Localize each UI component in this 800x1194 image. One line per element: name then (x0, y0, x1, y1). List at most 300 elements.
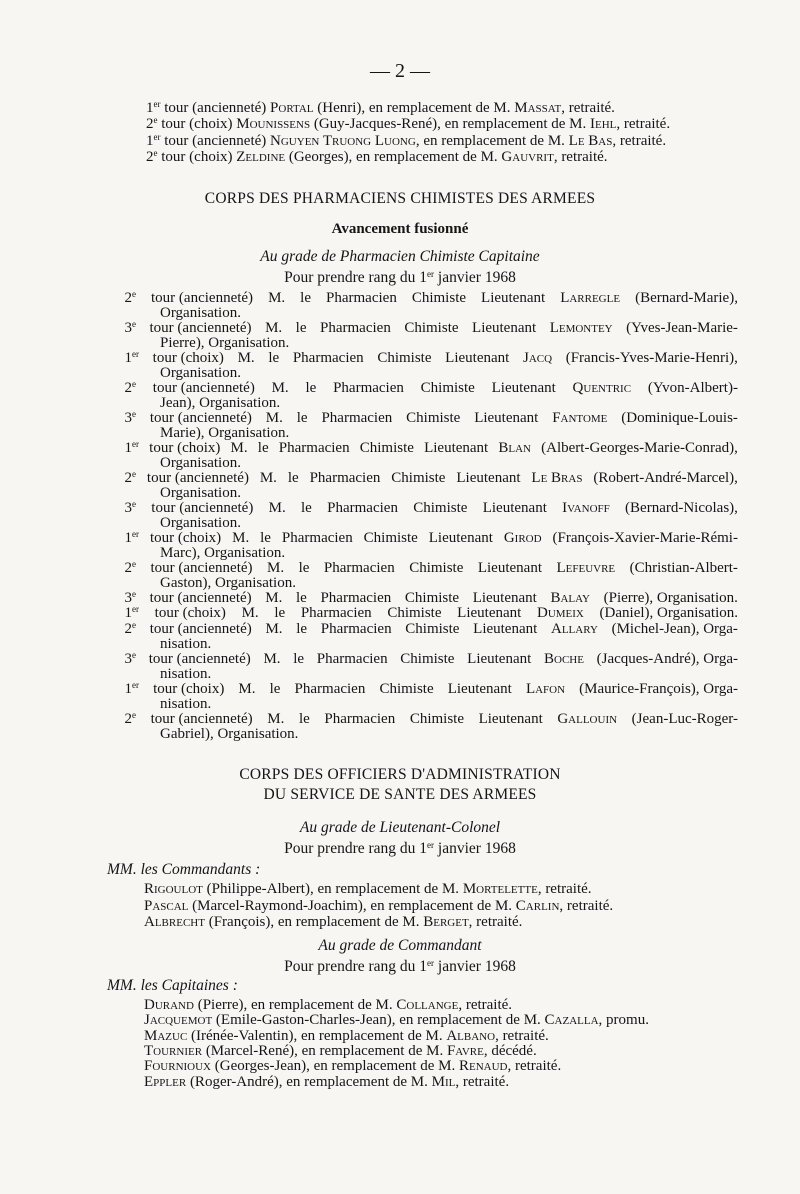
tour-text: tour (ancienneté) (151, 500, 254, 516)
rank-word: le (301, 500, 312, 516)
rank-word: Lieutenant (445, 350, 510, 366)
top-list-item (146, 147, 608, 165)
ordinal-suffix: e (132, 469, 136, 479)
rank-word: Pharmacien (281, 530, 353, 546)
status-text: , décédé. (483, 1042, 537, 1059)
ordinal: 2 (124, 560, 132, 576)
replacement-text: (Guy-Jacques-René), en remplacement de M. (310, 116, 590, 133)
rank-word: Chimiste (409, 710, 464, 727)
section-heading-officiers-1: CORPS DES OFFICIERS D'ADMINISTRATION (239, 766, 561, 783)
entry-line-1 (108, 291, 738, 306)
tour-text: tour (ancienneté) (150, 710, 253, 727)
officer-details: (Albert-Georges-Marie-Conrad), (541, 440, 738, 456)
tour-label (108, 291, 136, 306)
nomination-line (144, 1044, 537, 1059)
ordinal: 2 (124, 470, 132, 486)
ordinal-suffix: er (132, 349, 139, 359)
rank-word: Lieutenant (467, 650, 532, 667)
rank-word: Chimiste (404, 320, 459, 336)
ordinal-suffix: e (132, 589, 136, 599)
entry-line-1 (108, 561, 738, 576)
replacement-text: (François), en remplacement de M. (204, 914, 424, 930)
rank-word: Lieutenant (482, 500, 547, 516)
entry-line-1 (108, 471, 738, 486)
status-text: , retraité. (559, 897, 614, 914)
rank-word: Pharmacien (320, 320, 391, 336)
tour-text: tour (ancienneté) (146, 470, 249, 486)
officer-name: Tournier (144, 1042, 203, 1059)
entry-line-1 (108, 411, 738, 426)
rank-word: Chimiste (359, 440, 414, 456)
entry-line-1 (108, 709, 738, 727)
replacement-text: , en remplacement de M. (415, 132, 569, 149)
replacement-text: (Philippe-Albert), en remplacement de M. (202, 881, 463, 897)
officer-details: (Yvon-Albert)- (647, 380, 738, 396)
rank-word: Lieutenant (424, 440, 489, 456)
pharmacien-entry (108, 649, 738, 682)
subheading-avancement: Avancement fusionné (331, 221, 469, 237)
status-text: , retraité. (612, 132, 667, 149)
grade-pharmacien-capitaine: Au grade de Pharmacien Chimiste Capitaine (260, 248, 540, 265)
ordinal-suffix: e (132, 649, 136, 660)
officer-name: Dumeix (536, 605, 584, 622)
rank-word: Pharmacien (309, 470, 381, 486)
rank-word: Chimiste (411, 290, 467, 306)
replacement-text: (Roger-André), en remplacement de M. (186, 1073, 432, 1090)
nomination-line (144, 1059, 561, 1074)
rang-date-lc: Pour prendre rang du 1er janvier 1968 (284, 840, 516, 857)
entry-line-2: Marc), Organisation. (160, 545, 286, 561)
tour-label (108, 649, 136, 667)
tour-text: tour (choix) (157, 148, 237, 165)
rank-word: Pharmacien (294, 680, 366, 697)
pharmacien-entry (108, 591, 738, 606)
replacement-text: (Emile-Gaston-Charles-Jean), en remplacement de M. (212, 1012, 545, 1029)
entry-line-2: Organisation. (160, 485, 241, 501)
rank-word: Lieutenant (478, 710, 543, 727)
rank-word: Lieutenant (491, 380, 556, 396)
replaced-name: Le Bas (568, 132, 613, 149)
rank-word: Chimiste (387, 605, 442, 622)
ordinal: 2 (124, 380, 132, 396)
status-text: , retraité. (458, 997, 513, 1013)
tour-text: tour (ancienneté) (149, 620, 252, 637)
tour-label (108, 531, 139, 546)
pharmacien-entry (108, 441, 738, 471)
status-text: , retraité. (495, 1027, 549, 1044)
rang-date-pharmaciens: Pour prendre rang du 1er janvier 1968 (284, 269, 516, 286)
pharmacien-entry (108, 679, 738, 712)
officer-details: (Bernard-Nicolas), (625, 500, 738, 516)
ordinal: 1 (146, 100, 154, 116)
replaced-name: Cazalla (544, 1012, 599, 1029)
ordinal-suffix: e (132, 319, 136, 329)
status-text: , retraité. (537, 881, 592, 897)
status-text: , retraité. (455, 1073, 510, 1090)
officer-name: Mazuc (144, 1027, 188, 1044)
replaced-name: Carlin (515, 897, 560, 914)
pharmacien-entry (108, 411, 738, 441)
officer-name: Boche (544, 650, 584, 667)
officer-details: (Dominique-Louis- (621, 410, 738, 426)
rank-word: le (300, 290, 311, 306)
section-heading-pharmaciens: CORPS DES PHARMACIENS CHIMISTES DES ARMEES (204, 190, 596, 207)
entry-line-2: Marie), Organisation. (160, 425, 290, 441)
tour-label (108, 351, 139, 366)
officer-name: Jacquemot (144, 1012, 213, 1029)
rank-word: Lieutenant (481, 290, 546, 306)
ordinal: 3 (124, 500, 132, 516)
rank-word: Lieutenant (472, 590, 537, 606)
rank-word: Pharmacien (320, 590, 392, 606)
top-list-item (146, 101, 615, 116)
tour-text: tour (choix) (154, 605, 226, 622)
rank-word: le (274, 605, 286, 622)
officer-details: (Yves-Jean-Marie- (626, 320, 738, 336)
rank-word: le (298, 560, 310, 576)
rank-word: Lieutenant (474, 410, 539, 426)
rank-word: M. (271, 380, 289, 396)
officer-name: Durand (144, 997, 194, 1013)
pharmacien-entry (108, 351, 738, 381)
officer-name: Pascal (144, 897, 189, 914)
replaced-name: Mortelette (462, 881, 538, 897)
entry-line-2: nisation. (160, 665, 212, 682)
officer-name: Lefeuvre (556, 560, 616, 576)
replacement-text: (Pierre), en remplacement de M. (193, 997, 397, 1013)
entry-line-2: Pierre), Organisation. (160, 335, 290, 351)
ordinal: 1 (124, 440, 132, 456)
officer-name: Gallouin (557, 710, 618, 727)
tour-text: tour (ancienneté) (150, 560, 253, 576)
officer-details: (Bernard-Marie), (635, 290, 738, 306)
officer-name: Jacq (522, 350, 553, 366)
rank-word: M. (259, 470, 277, 486)
officer-details: (Maurice-François), Orga- (579, 680, 738, 697)
rank-word: Lieutenant (473, 620, 538, 637)
nomination-line (144, 899, 613, 914)
officer-name: Blan (498, 440, 531, 456)
officer-details: (Robert-André-Marcel), (593, 470, 738, 486)
pharmacien-entry (108, 709, 738, 742)
entry-line-2: Gaston), Organisation. (160, 575, 296, 591)
rank-word: le (269, 680, 281, 697)
rank-word: Pharmacien (292, 350, 364, 366)
tour-text: tour (choix) (157, 116, 237, 133)
rank-word: Pharmacien (300, 605, 372, 622)
tour-label (108, 321, 136, 336)
officer-name: Le Bras (531, 470, 583, 486)
ordinal: 2 (146, 116, 154, 133)
entry-line-2: Organisation. (160, 365, 241, 381)
tour-label (108, 441, 139, 456)
status-text: , retraité. (561, 100, 615, 116)
pharmacien-entry (108, 561, 738, 591)
rank-word: Pharmacien (320, 620, 392, 637)
rank-word: M. (265, 410, 283, 426)
pharmacien-entry (108, 381, 738, 411)
pharmacien-entry (108, 321, 738, 351)
ordinal: 2 (124, 710, 132, 727)
officer-details: (François-Xavier-Marie-Rémi- (552, 530, 738, 546)
officer-name: Lafon (525, 680, 566, 697)
rank-word: le (295, 320, 307, 336)
rank-word: Pharmacien (333, 380, 404, 396)
officer-details: (Pierre), Organisation. (603, 590, 738, 606)
ordinal: 2 (146, 148, 154, 165)
entry-line-1 (108, 531, 738, 546)
officer-details: (Francis-Yves-Marie-Henri), (565, 350, 738, 366)
rank-word: Chimiste (405, 620, 460, 637)
ordinal-suffix: er (132, 439, 139, 449)
rank-word: M. (237, 350, 255, 366)
pharmacien-entry (108, 291, 738, 321)
rank-word: Lieutenant (457, 605, 522, 622)
replacement-text: (Marcel-René), en remplacement de M. (202, 1042, 447, 1059)
rank-word: M. (268, 290, 286, 306)
officer-details: (Jacques-André), Orga- (596, 650, 738, 667)
tour-text: tour (ancienneté) (160, 100, 271, 116)
ordinal-suffix: e (153, 115, 158, 126)
tour-label (108, 679, 139, 697)
rank-word: Pharmacien (326, 290, 397, 306)
entry-line-2: nisation. (160, 635, 212, 652)
rank-word: le (296, 620, 308, 637)
entry-line-2: Gabriel), Organisation. (160, 725, 299, 742)
replacement-text: (Henri), en remplacement de M. (313, 100, 515, 116)
rank-word: Chimiste (400, 650, 455, 667)
officer-name: Eppler (144, 1073, 187, 1090)
rank-word: M. (241, 605, 259, 622)
ordinal-suffix: er (132, 604, 139, 615)
ordinal-suffix: e (153, 147, 158, 158)
replaced-name: Albano (446, 1027, 496, 1044)
entry-line-1 (108, 321, 738, 336)
rank-word: M. (238, 680, 256, 697)
section-heading-officiers-2: DU SERVICE DE SANTE DES ARMEES (263, 786, 537, 803)
entry-line-1 (108, 619, 738, 637)
nomination-line (144, 1029, 549, 1044)
entry-line-2: nisation. (160, 695, 212, 712)
rank-word: M. (263, 650, 281, 667)
tour-label (108, 381, 136, 396)
status-text: , retraité. (616, 116, 671, 133)
tour-label (108, 619, 136, 637)
officer-name: Albrecht (144, 914, 205, 930)
rank-word: Chimiste (409, 560, 464, 576)
rank-word: Pharmacien (324, 710, 396, 727)
officer-name: Fantome (552, 410, 608, 426)
nomination-line (144, 998, 512, 1013)
rank-word: Pharmacien (278, 440, 350, 456)
rank-word: M. (232, 530, 250, 546)
rank-word: Chimiste (413, 500, 468, 516)
replaced-name: Berget (423, 914, 469, 930)
ordinal: 1 (124, 680, 132, 697)
rank-word: Chimiste (391, 470, 446, 486)
ordinal-suffix: er (132, 529, 139, 539)
entry-line-2: Jean), Organisation. (160, 395, 281, 411)
tour-text: tour (ancienneté) (160, 132, 271, 149)
tour-label (108, 501, 136, 516)
rank-word: M. (267, 710, 285, 727)
ordinal-suffix: e (132, 499, 136, 509)
ordinal: 1 (124, 530, 132, 546)
rank-word: le (287, 470, 299, 486)
rank-word: le (298, 710, 310, 727)
top-list-item (146, 117, 670, 132)
pharmacien-entry (108, 619, 738, 652)
rank-word: Lieutenant (447, 680, 512, 697)
officer-name: Larregle (560, 290, 621, 306)
rank-word: le (257, 440, 269, 456)
ordinal-suffix: er (153, 99, 161, 109)
rank-word: Lieutenant (456, 470, 521, 486)
grade-lieutenant-colonel: Au grade de Lieutenant-Colonel (299, 819, 501, 836)
rang-date-cdt: Pour prendre rang du 1er janvier 1968 (284, 958, 516, 975)
rank-word: M. (265, 590, 283, 606)
entry-line-1 (108, 441, 738, 456)
tour-label (108, 709, 136, 727)
officer-name: Ivanoff (562, 500, 610, 516)
rank-word: Chimiste (363, 530, 418, 546)
tour-text: tour (ancienneté) (151, 290, 254, 306)
rank-word: Pharmacien (323, 560, 395, 576)
rank-word: Pharmacien (316, 650, 388, 667)
tour-label (108, 411, 136, 426)
replaced-name: Collange (396, 997, 459, 1013)
replacement-text: (Irénée-Valentin), en remplacement de M. (187, 1027, 447, 1044)
tour-text: tour (choix) (152, 350, 224, 366)
ordinal: 3 (124, 590, 132, 606)
rank-word: M. (265, 620, 283, 637)
tour-text: tour (choix) (153, 680, 225, 697)
ordinal: 1 (124, 350, 132, 366)
tour-label (108, 561, 136, 576)
rank-word: Lieutenant (428, 530, 493, 546)
status-text: , promu. (598, 1012, 649, 1029)
ordinal: 3 (124, 410, 132, 426)
nomination-line (144, 882, 592, 897)
status-text: , retraité. (468, 914, 523, 930)
entry-line-2: Organisation. (160, 515, 241, 531)
rank-word: Chimiste (379, 680, 434, 697)
rank-word: Lieutenant (472, 320, 537, 336)
nomination-line (144, 1075, 509, 1090)
rank-word: M. (267, 560, 285, 576)
rank-word: le (296, 590, 307, 606)
ordinal-suffix: er (153, 131, 161, 142)
ordinal: 2 (124, 290, 132, 306)
rank-word: Chimiste (420, 380, 475, 396)
ordinal: 3 (124, 650, 132, 667)
replaced-name: Favre (446, 1042, 484, 1059)
nomination-line (144, 1013, 649, 1028)
status-text: , retraité. (507, 1058, 562, 1075)
ordinal-suffix: e (132, 409, 136, 419)
officer-name: Balay (550, 590, 590, 606)
entry-line-1 (108, 649, 738, 667)
ordinal-suffix: e (132, 559, 136, 569)
officer-name: Zeldine (236, 148, 286, 165)
rank-word: le (293, 650, 305, 667)
entry-line-1 (108, 501, 738, 516)
rank-word: M. (230, 440, 248, 456)
tour-text: tour (ancienneté) (149, 590, 252, 606)
replaced-name: Mil (431, 1073, 456, 1090)
officer-name: Allary (551, 620, 598, 637)
ordinal: 3 (124, 320, 132, 336)
rank-word: le (305, 380, 317, 396)
officer-name: Quentric (572, 380, 632, 396)
entry-line-1 (108, 351, 738, 366)
rank-word: Lieutenant (477, 560, 542, 576)
ordinal-suffix: e (132, 619, 136, 630)
officer-name: Rigoulot (144, 881, 203, 897)
rank-word: Pharmacien (321, 410, 393, 426)
ordinal-suffix: e (132, 709, 136, 720)
replaced-name: Gauvrit (501, 148, 554, 165)
rank-word: Chimiste (406, 410, 461, 426)
tour-text: tour (choix) (149, 440, 221, 456)
rank-word: le (296, 410, 308, 426)
page-number: — 2 — (370, 60, 430, 82)
tour-text: tour (ancienneté) (152, 380, 255, 396)
mm-capitaines-label: MM. les Capitaines : (107, 977, 238, 994)
rank-word: Chimiste (404, 590, 460, 606)
officer-name: Lemontey (549, 320, 613, 336)
entry-line-1 (108, 679, 738, 697)
entry-line-1 (108, 606, 738, 621)
ordinal: 1 (146, 132, 154, 149)
ordinal: 2 (124, 620, 132, 637)
rank-word: M. (268, 500, 286, 516)
rank-word: M. (265, 320, 283, 336)
mm-commandants-label: MM. les Commandants : (107, 861, 261, 878)
entry-line-1 (108, 381, 738, 396)
ordinal-suffix: e (132, 379, 136, 389)
tour-text: tour (ancienneté) (149, 320, 252, 336)
officer-details: (Jean-Luc-Roger- (631, 710, 738, 727)
replaced-name: Renaud (458, 1058, 508, 1075)
pharmacien-entry (108, 606, 738, 621)
ordinal-suffix: e (132, 289, 136, 299)
nomination-line (144, 915, 522, 930)
rank-word: Chimiste (377, 350, 432, 366)
pharmacien-entry (108, 531, 738, 561)
pharmacien-entry (108, 471, 738, 501)
entry-line-1 (108, 591, 738, 606)
officer-details: (Christian-Albert- (629, 560, 738, 576)
grade-commandant: Au grade de Commandant (318, 937, 482, 954)
entry-line-2: Organisation. (160, 455, 241, 471)
pharmacien-entry (108, 501, 738, 531)
rank-word: le (268, 350, 280, 366)
officer-name: Mounissens (236, 116, 311, 133)
officer-details: (Michel-Jean), Orga- (611, 620, 738, 637)
officer-name: Nguyen Truong Luong (270, 132, 416, 149)
officer-name: Fournioux (144, 1058, 212, 1075)
replacement-text: (Marcel-Raymond-Joachim), en remplacement de M. (188, 897, 516, 914)
tour-text: tour (ancienneté) (148, 650, 251, 667)
top-list-item (146, 131, 667, 149)
replacement-text: (Georges), en remplacement de M. (285, 148, 502, 165)
tour-text: tour (choix) (149, 530, 222, 546)
ordinal: 1 (124, 605, 132, 622)
ordinal-suffix: er (132, 679, 139, 690)
rank-word: le (260, 530, 271, 546)
officer-name: Girod (503, 530, 542, 546)
